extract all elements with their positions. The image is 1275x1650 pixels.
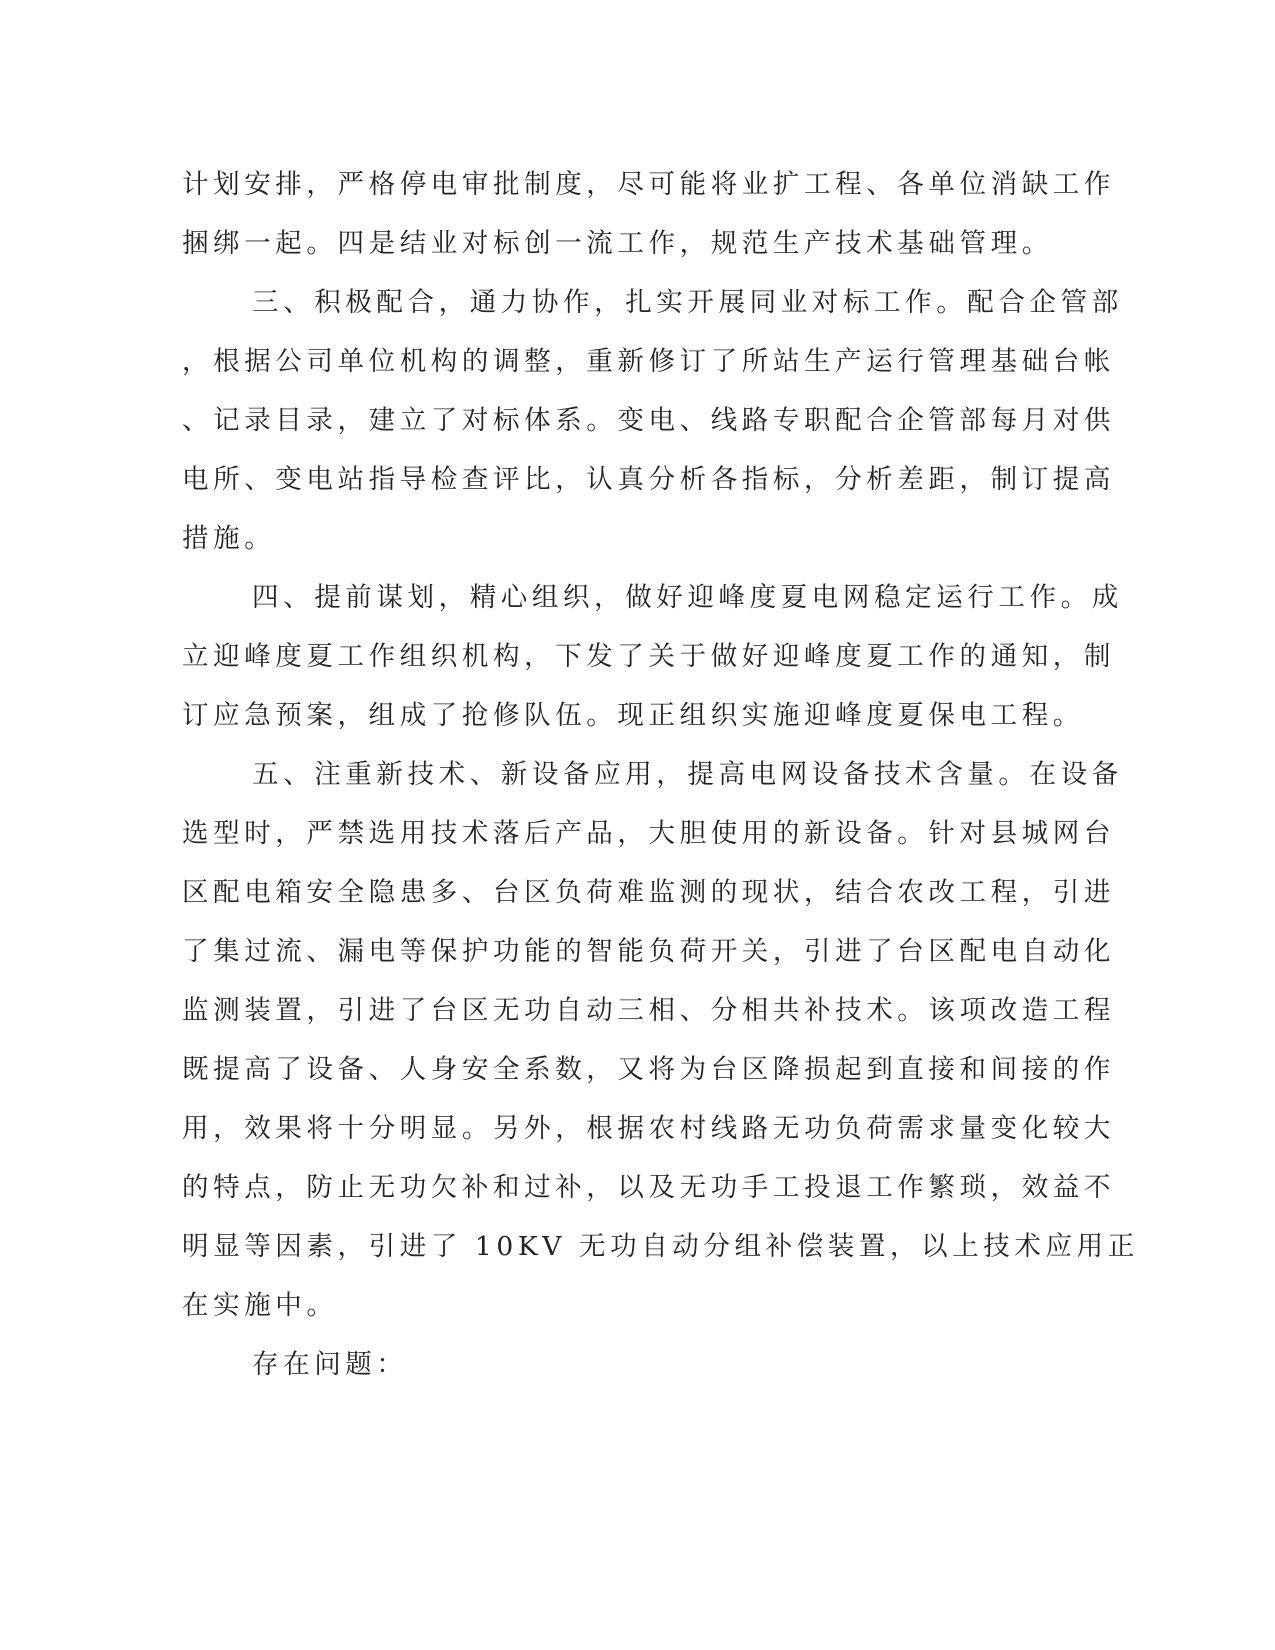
text-line: 既提高了设备、人身安全系数，又将为台区降损起到直接和间接的作 [182,1054,1115,1085]
text-line: 、记录目录，建立了对标体系。变电、线路专职配合企管部每月对供 [182,405,1115,436]
text-line: 了集过流、漏电等保护功能的智能负荷开关，引进了台区配电自动化 [182,936,1115,967]
text-line: ，根据公司单位机构的调整，重新修订了所站生产运行管理基础台帐 [182,346,1115,377]
text-line: 明显等因素，引进了 10KV 无功自动分组补偿装置，以上技术应用正 [182,1231,1139,1262]
text-line: 用，效果将十分明显。另外，根据农村线路无功负荷需求量变化较大 [182,1113,1115,1144]
paragraph-first-line: 五、注重新技术、新设备应用，提高电网设备技术含量。在设备 [252,759,1123,790]
text-line: 选型时，严禁选用技术落后产品，大胆使用的新设备。针对县城网台 [182,818,1115,849]
text-line: 监测装置，引进了台区无功自动三相、分相共补技术。该项改造工程 [182,995,1115,1026]
text-line: 立迎峰度夏工作组织机构，下发了关于做好迎峰度夏工作的通知，制 [182,641,1115,672]
paragraph-first-line: 四、提前谋划，精心组织，做好迎峰度夏电网稳定运行工作。成 [252,582,1123,613]
text-line: 捆绑一起。四是结业对标创一流工作，规范生产技术基础管理。 [182,228,1053,259]
text-line: 的特点，防止无功欠补和过补，以及无功手工投退工作繁琐，效益不 [182,1172,1115,1203]
text-line: 计划安排，严格停电审批制度，尽可能将业扩工程、各单位消缺工作 [182,169,1115,200]
paragraph-first-line: 三、积极配合，通力协作，扎实开展同业对标工作。配合企管部 [252,287,1123,318]
text-line: 区配电箱安全隐患多、台区负荷难监测的现状，结合农改工程，引进 [182,877,1115,908]
paragraph-first-line: 存在问题： [252,1349,408,1380]
document-body-text [182,155,1139,1394]
text-line: 措施。 [182,523,276,554]
text-line: 电所、变电站指导检查评比，认真分析各指标，分析差距，制订提高 [182,464,1115,495]
text-line: 在实施中。 [182,1290,338,1321]
text-line: 订应急预案，组成了抢修队伍。现正组织实施迎峰度夏保电工程。 [182,700,1084,731]
